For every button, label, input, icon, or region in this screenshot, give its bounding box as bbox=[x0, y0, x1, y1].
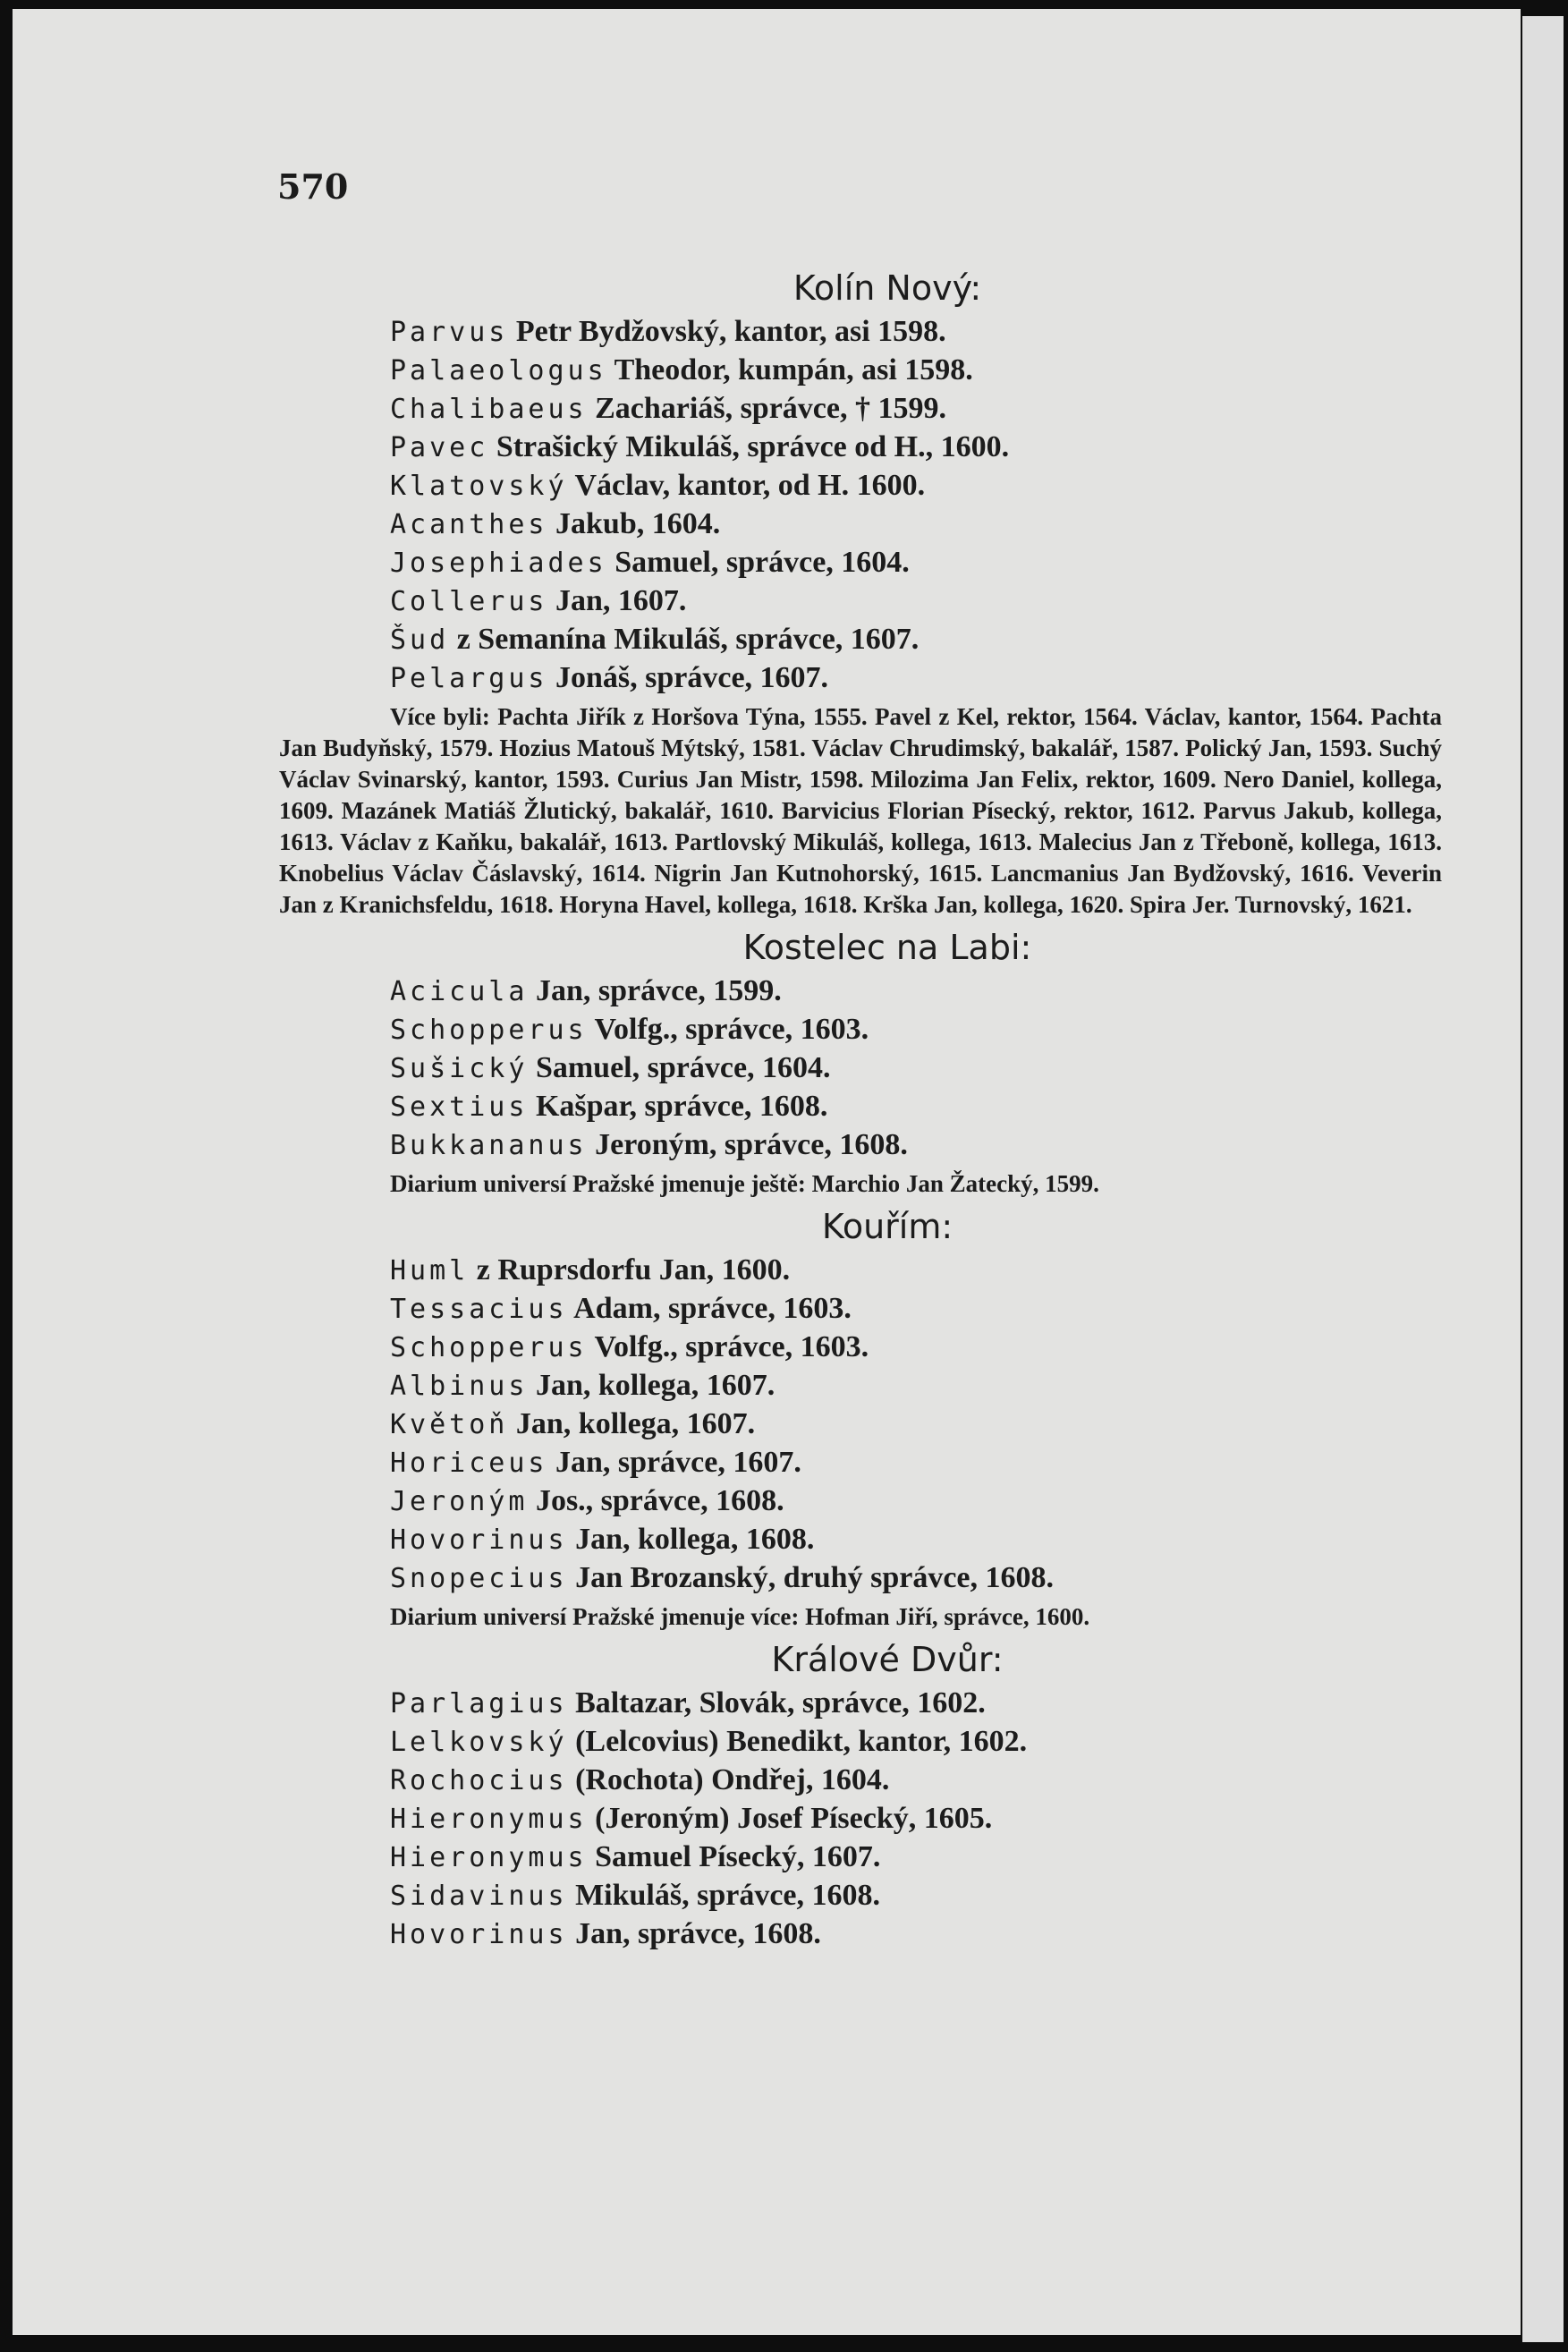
entry-details: Volfg., správce, 1603. bbox=[587, 1330, 869, 1363]
entry-name: Pavec bbox=[390, 432, 489, 463]
list-item bbox=[390, 1762, 1442, 1800]
text-block bbox=[279, 261, 1442, 1954]
list-item bbox=[390, 1482, 1442, 1521]
list-item bbox=[390, 1723, 1442, 1762]
entry-name: Schopperus bbox=[390, 1332, 588, 1363]
entry-list bbox=[279, 972, 1442, 1165]
section-note: Diarium universí Pražské jmenuje ještě: Marchio Jan Žatecký, 1599. bbox=[390, 1170, 1099, 1197]
section-kolin-novy bbox=[279, 268, 1442, 921]
entry-name: Parlagius bbox=[390, 1688, 568, 1719]
entry-details: z Ruprsdorfu Jan, 1600. bbox=[469, 1253, 791, 1286]
entry-list bbox=[279, 1685, 1442, 1954]
entry-details: z Semanína Mikuláš, správce, 1607. bbox=[449, 623, 920, 656]
section-heading: Králové Dvůr: bbox=[771, 1640, 1004, 1679]
entry-name: Hieronymus bbox=[390, 1804, 588, 1835]
entry-details: Jan, kollega, 1607. bbox=[508, 1407, 756, 1440]
entry-name: Klatovský bbox=[390, 471, 568, 502]
entry-name: Collerus bbox=[390, 586, 548, 617]
entry-name: Hovorinus bbox=[390, 1524, 568, 1556]
list-item bbox=[390, 621, 1442, 659]
list-item bbox=[390, 1877, 1442, 1915]
section-kourim bbox=[279, 1207, 1442, 1633]
list-item bbox=[390, 1329, 1442, 1367]
entry-details: Samuel Písecký, 1607. bbox=[587, 1840, 881, 1873]
entry-name: Palaeologus bbox=[390, 355, 607, 386]
entry-name: Parvus bbox=[390, 317, 509, 348]
entry-details: Jeroným, správce, 1608. bbox=[587, 1128, 908, 1161]
entry-details: Theodor, kumpán, asi 1598. bbox=[606, 353, 973, 386]
entry-details: Jan, správce, 1607. bbox=[547, 1446, 801, 1479]
section-heading: Kostelec na Labi: bbox=[742, 928, 1032, 967]
entry-details: Kašpar, správce, 1608. bbox=[528, 1090, 828, 1123]
entry-name: Květoň bbox=[390, 1409, 509, 1440]
entry-details: (Jeroným) Josef Písecký, 1605. bbox=[587, 1802, 993, 1835]
list-item bbox=[390, 1521, 1442, 1559]
entry-name: Rochocius bbox=[390, 1765, 568, 1796]
section-heading: Kouřím: bbox=[821, 1207, 954, 1246]
entry-details: Jos., správce, 1608. bbox=[528, 1484, 784, 1517]
entry-name: Josephiades bbox=[390, 548, 607, 579]
section-kostelec-na-labi bbox=[279, 928, 1442, 1200]
entry-name: Hieronymus bbox=[390, 1842, 588, 1873]
list-item bbox=[390, 544, 1442, 582]
entry-details: Samuel, správce, 1604. bbox=[606, 546, 910, 579]
list-item bbox=[390, 467, 1442, 505]
list-item bbox=[390, 390, 1442, 429]
entry-details: Baltazar, Slovák, správce, 1602. bbox=[567, 1686, 986, 1719]
entry-list bbox=[279, 313, 1442, 698]
list-item bbox=[390, 1088, 1442, 1126]
list-item bbox=[390, 505, 1442, 544]
page-number: 570 bbox=[277, 166, 349, 207]
entry-name: Horiceus bbox=[390, 1448, 548, 1479]
entry-name: Lelkovský bbox=[390, 1727, 568, 1758]
list-item bbox=[390, 1367, 1442, 1405]
entry-details: Jan, správce, 1608. bbox=[567, 1917, 821, 1950]
list-item bbox=[390, 1559, 1442, 1598]
list-item bbox=[390, 1915, 1442, 1954]
entry-name: Schopperus bbox=[390, 1015, 588, 1046]
list-item bbox=[390, 1800, 1442, 1838]
entry-name: Sextius bbox=[390, 1091, 529, 1123]
list-item bbox=[390, 1011, 1442, 1049]
entry-details: Jan Brozanský, druhý správce, 1608. bbox=[567, 1561, 1054, 1594]
entry-details: Adam, správce, 1603. bbox=[567, 1292, 852, 1325]
entry-name: Acanthes bbox=[390, 509, 548, 540]
entry-details: Jonáš, správce, 1607. bbox=[547, 661, 829, 694]
entry-details: Jan, 1607. bbox=[547, 584, 687, 617]
list-item bbox=[390, 352, 1442, 390]
entry-name: Bukkananus bbox=[390, 1130, 588, 1161]
list-item bbox=[390, 1126, 1442, 1165]
entry-details: Volfg., správce, 1603. bbox=[587, 1013, 869, 1046]
entry-details: Petr Bydžovský, kantor, asi 1598. bbox=[508, 315, 946, 348]
list-item bbox=[390, 1049, 1442, 1088]
entry-name: Snopecius bbox=[390, 1563, 568, 1594]
entry-name: Sušický bbox=[390, 1053, 529, 1084]
entry-list bbox=[279, 1252, 1442, 1598]
entry-name: Chalibaeus bbox=[390, 394, 588, 425]
list-item bbox=[390, 659, 1442, 698]
list-item bbox=[390, 582, 1442, 621]
entry-details: (Rochota) Ondřej, 1604. bbox=[567, 1763, 890, 1796]
entry-details: Jan, správce, 1599. bbox=[528, 974, 782, 1007]
entry-details: Jakub, 1604. bbox=[547, 507, 721, 540]
entry-name: Pelargus bbox=[390, 663, 548, 694]
book-page bbox=[13, 9, 1521, 2335]
entry-details: Strašický Mikuláš, správce od H., 1600. bbox=[488, 430, 1010, 463]
entry-details: Mikuláš, správce, 1608. bbox=[567, 1879, 881, 1912]
section-note: Diarium universí Pražské jmenuje více: Hofman Jiří, správce, 1600. bbox=[390, 1603, 1090, 1630]
entry-name: Albinus bbox=[390, 1371, 529, 1402]
entry-details: (Lelcovius) Benedikt, kantor, 1602. bbox=[567, 1725, 1028, 1758]
list-item bbox=[390, 1838, 1442, 1877]
entry-name: Hovorinus bbox=[390, 1919, 568, 1950]
list-item bbox=[390, 1685, 1442, 1723]
entry-details: Václav, kantor, od H. 1600. bbox=[567, 469, 926, 502]
adjacent-page-edge bbox=[1522, 16, 1564, 2342]
list-item bbox=[390, 1405, 1442, 1444]
list-item bbox=[390, 1290, 1442, 1329]
entry-name: Jeroným bbox=[390, 1486, 529, 1517]
entry-details: Zachariáš, správce, † 1599. bbox=[587, 392, 946, 425]
section-heading: Kolín Nový: bbox=[792, 268, 982, 308]
entry-name: Tessacius bbox=[390, 1294, 568, 1325]
entry-details: Samuel, správce, 1604. bbox=[528, 1051, 831, 1084]
section-note: Více byli: Pachta Jiřík z Horšova Týna, 1555. Pavel z Kel, rektor, 1564. Václav, kantor, 1564. Pachta Jan Budyňský, 1579. Hozius Matouš Mýtský, 1581. Václav Chrudimský, bakalář, 1587. Polický Jan, 1593. Suchý Václav Svinarský, kantor, 1593. Curius Jan Mistr, 1598. Milozima Jan Felix, rektor, 1609. Nero Daniel, kollega, 1609. Mazánek Matiáš Žlutický, bakalář, 1610. Barvicius Florian Písecký, rektor, 1612. Parvus Jakub, kollega, 1613. Václav z Kaňku, bakalář, 1613. Partlovský Mikuláš, kollega, 1613. Malecius Jan z Třeboně, kollega, 1613. Knobelius Václav Čáslavský, 1614. Nigrin Jan Kutnohorský, 1615. Lancmanius Jan Bydžovský, 1616. Veverin Jan z Kranichsfeldu, 1618. Horyna Havel, kollega, 1618. Krška Jan, kollega, 1620. Spira Jer. Turnovský, 1621. bbox=[279, 703, 1442, 918]
list-item bbox=[390, 972, 1442, 1011]
list-item bbox=[390, 1252, 1442, 1290]
list-item bbox=[390, 429, 1442, 467]
entry-name: Šud bbox=[390, 624, 450, 656]
entry-details: Jan, kollega, 1607. bbox=[528, 1369, 776, 1402]
entry-details: Jan, kollega, 1608. bbox=[567, 1523, 815, 1556]
entry-name: Acicula bbox=[390, 976, 529, 1007]
list-item bbox=[390, 1444, 1442, 1482]
entry-name: Huml bbox=[390, 1255, 470, 1286]
list-item bbox=[390, 313, 1442, 352]
entry-name: Sidavinus bbox=[390, 1881, 568, 1912]
section-kralove-dvur bbox=[279, 1640, 1442, 1954]
